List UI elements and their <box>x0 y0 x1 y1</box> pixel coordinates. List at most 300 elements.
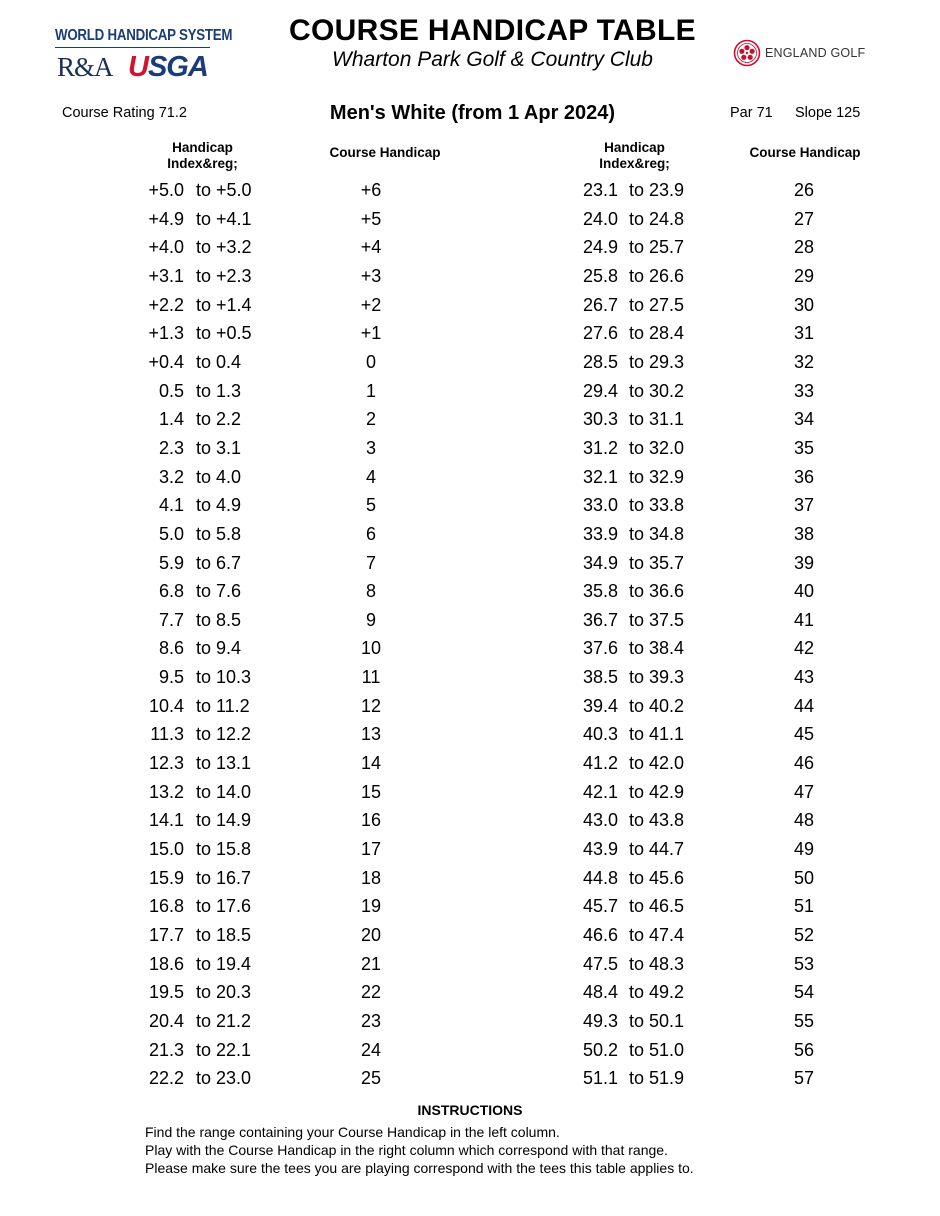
instruction-line: Find the range containing your Course Handicap in the left column. <box>145 1124 560 1140</box>
course-handicap-header-left: Course Handicap <box>329 145 441 160</box>
handicap-index-from: 45.7 <box>582 896 618 917</box>
handicap-index-to: 5.8 <box>216 523 242 544</box>
range-connector: to <box>196 437 212 458</box>
range-connector: to <box>196 695 212 716</box>
handicap-index-header-line1: Handicap <box>172 140 233 155</box>
handicap-index-from: 51.1 <box>582 1068 618 1089</box>
handicap-index-from: 50.2 <box>582 1039 618 1060</box>
handicap-index-from: 15.0 <box>148 838 184 859</box>
course-handicap-value: 31 <box>793 323 815 344</box>
handicap-index-to: +0.5 <box>216 323 252 344</box>
handicap-index-to: 40.2 <box>649 695 685 716</box>
course-handicap-value: 27 <box>793 208 815 229</box>
range-connector: to <box>196 265 212 286</box>
handicap-index-from: 20.4 <box>148 1010 184 1031</box>
course-handicap-value: 51 <box>793 896 815 917</box>
handicap-index-to: 42.0 <box>649 753 685 773</box>
course-handicap-value: 33 <box>793 380 815 401</box>
range-connector: to <box>196 351 212 372</box>
table-row <box>0 264 940 288</box>
handicap-index-to: +4.1 <box>216 208 252 229</box>
handicap-index-to: 49.2 <box>649 982 685 1003</box>
table-row <box>0 579 940 603</box>
course-handicap-value: 17 <box>360 838 382 859</box>
handicap-index-from: 22.2 <box>148 1068 184 1089</box>
handicap-index-from: 5.9 <box>158 552 184 573</box>
handicap-index-from: 35.8 <box>582 581 618 602</box>
range-connector: to <box>629 1010 645 1031</box>
table-row <box>0 235 940 259</box>
course-handicap-value: 9 <box>365 609 376 630</box>
course-handicap-value: 36 <box>793 466 815 487</box>
handicap-index-to: 13.1 <box>216 753 252 773</box>
range-connector: to <box>196 838 212 859</box>
range-connector: to <box>196 810 212 831</box>
table-row <box>0 894 940 918</box>
club-name: Wharton Park Golf & Country Club <box>332 48 653 71</box>
range-connector: to <box>629 294 645 315</box>
handicap-index-to: 4.0 <box>216 466 242 487</box>
range-connector: to <box>629 867 645 888</box>
course-handicap-value: 24 <box>360 1039 382 1060</box>
handicap-index-to: 20.3 <box>216 982 252 1003</box>
course-handicap-value: 43 <box>793 667 815 687</box>
handicap-index-to: 51.0 <box>649 1039 685 1060</box>
course-handicap-value: 49 <box>793 838 815 859</box>
handicap-index-to: 21.2 <box>216 1010 252 1031</box>
handicap-index-from: 27.6 <box>582 323 618 344</box>
course-handicap-value: 14 <box>360 753 382 773</box>
course-handicap-value: 16 <box>360 810 382 831</box>
range-connector: to <box>196 982 212 1003</box>
table-row <box>0 379 940 403</box>
handicap-index-to: 14.0 <box>216 781 252 802</box>
handicap-index-from: 9.5 <box>158 667 184 687</box>
page-title: COURSE HANDICAP TABLE <box>289 14 696 47</box>
range-connector: to <box>629 380 645 401</box>
range-connector: to <box>196 581 212 602</box>
handicap-index-to: 41.1 <box>649 724 685 745</box>
course-handicap-value: 8 <box>365 581 376 602</box>
handicap-index-from: +2.2 <box>148 294 184 315</box>
table-row <box>0 780 940 804</box>
handicap-index-from: 19.5 <box>148 982 184 1003</box>
course-handicap-value: 6 <box>365 523 376 544</box>
range-connector: to <box>196 208 212 229</box>
course-handicap-value: 10 <box>360 638 382 659</box>
range-connector: to <box>196 409 212 430</box>
handicap-index-from: 24.0 <box>582 208 618 229</box>
handicap-index-from: 12.3 <box>148 753 184 773</box>
handicap-index-from: +4.9 <box>148 208 184 229</box>
range-connector: to <box>196 896 212 917</box>
table-row <box>0 178 940 202</box>
handicap-index-from: 29.4 <box>582 380 618 401</box>
handicap-index-from: 24.9 <box>582 237 618 258</box>
range-connector: to <box>196 867 212 888</box>
course-handicap-value: 56 <box>793 1039 815 1060</box>
course-handicap-value: +1 <box>360 323 382 344</box>
table-row <box>0 493 940 517</box>
handicap-index-from: 2.3 <box>158 437 184 458</box>
handicap-index-to: 34.8 <box>649 523 685 544</box>
handicap-index-from: +3.1 <box>148 265 184 286</box>
course-handicap-value: 42 <box>793 638 815 659</box>
table-row <box>0 436 940 460</box>
handicap-index-from: 40.3 <box>582 724 618 745</box>
world-handicap-system-logo: WORLD HANDICAP SYSTEM <box>55 27 233 44</box>
table-row <box>0 866 940 890</box>
course-handicap-value: 41 <box>793 609 815 630</box>
table-row <box>0 293 940 317</box>
course-handicap-value: 4 <box>365 466 376 487</box>
range-connector: to <box>196 237 212 258</box>
handicap-index-to: 12.2 <box>216 724 252 745</box>
handicap-index-to: 26.6 <box>649 265 685 286</box>
range-connector: to <box>629 724 645 745</box>
range-connector: to <box>629 208 645 229</box>
handicap-index-to: 32.0 <box>649 437 685 458</box>
handicap-index-from: 6.8 <box>158 581 184 602</box>
range-connector: to <box>196 1010 212 1031</box>
range-connector: to <box>196 180 212 200</box>
table-row <box>0 551 940 575</box>
handicap-index-from: +4.0 <box>148 237 184 258</box>
range-connector: to <box>629 180 645 200</box>
handicap-index-to: 42.9 <box>649 781 685 802</box>
handicap-index-to: 43.8 <box>649 810 685 831</box>
handicap-index-from: +5.0 <box>148 180 184 200</box>
slope: Slope 125 <box>795 105 861 121</box>
course-handicap-value: 54 <box>793 982 815 1003</box>
course-handicap-value: 39 <box>793 552 815 573</box>
course-handicap-value: 34 <box>793 409 815 430</box>
range-connector: to <box>196 466 212 487</box>
handicap-index-to: 38.4 <box>649 638 685 659</box>
handicap-index-from: 1.4 <box>158 409 184 430</box>
range-connector: to <box>629 409 645 430</box>
table-row <box>0 722 940 746</box>
handicap-index-to: 35.7 <box>649 552 685 573</box>
course-handicap-value: 32 <box>793 351 815 372</box>
handicap-index-from: 16.8 <box>148 896 184 917</box>
handicap-index-to: 24.8 <box>649 208 685 229</box>
handicap-index-to: 17.6 <box>216 896 252 917</box>
usga-logo: USGA <box>128 51 208 83</box>
course-handicap-value: 44 <box>793 695 815 716</box>
course-handicap-value: 30 <box>793 294 815 315</box>
course-handicap-value: 23 <box>360 1010 382 1031</box>
handicap-index-from: 10.4 <box>148 695 184 716</box>
handicap-index-from: 0.5 <box>158 380 184 401</box>
handicap-index-from: 14.1 <box>148 810 184 831</box>
range-connector: to <box>196 523 212 544</box>
handicap-index-to: 1.3 <box>216 380 242 401</box>
handicap-index-to: 18.5 <box>216 924 252 945</box>
table-row <box>0 751 940 775</box>
handicap-index-to: +2.3 <box>216 265 252 286</box>
range-connector: to <box>629 265 645 286</box>
handicap-index-from: 43.0 <box>582 810 618 831</box>
range-connector: to <box>196 724 212 745</box>
handicap-index-from: 33.9 <box>582 523 618 544</box>
handicap-index-to: 27.5 <box>649 294 685 315</box>
course-handicap-value: 15 <box>360 781 382 802</box>
course-handicap-value: +3 <box>360 265 382 286</box>
range-connector: to <box>196 638 212 659</box>
course-handicap-value: 5 <box>365 495 376 516</box>
range-connector: to <box>629 466 645 487</box>
handicap-index-to: +1.4 <box>216 294 252 315</box>
course-handicap-value: +5 <box>360 208 382 229</box>
handicap-index-to: 32.9 <box>649 466 685 487</box>
range-connector: to <box>629 695 645 716</box>
handicap-index-to: 51.9 <box>649 1068 685 1089</box>
handicap-index-from: 43.9 <box>582 838 618 859</box>
handicap-index-to: 9.4 <box>216 638 242 659</box>
rna-logo: R&A <box>57 52 113 82</box>
course-handicap-value: 52 <box>793 924 815 945</box>
handicap-index-to: 14.9 <box>216 810 252 831</box>
handicap-index-to: 19.4 <box>216 953 252 974</box>
range-connector: to <box>196 753 212 773</box>
range-connector: to <box>196 953 212 974</box>
handicap-index-to: 36.6 <box>649 581 685 602</box>
table-row <box>0 665 940 689</box>
handicap-index-header-line2: Index&reg; <box>167 156 238 171</box>
course-handicap-value: +4 <box>360 237 382 258</box>
handicap-index-header-right <box>572 140 697 172</box>
handicap-index-from: 42.1 <box>582 781 618 802</box>
table-row <box>0 636 940 660</box>
handicap-index-to: 50.1 <box>649 1010 685 1031</box>
handicap-index-from: 49.3 <box>582 1010 618 1031</box>
handicap-index-from: 5.0 <box>158 523 184 544</box>
range-connector: to <box>196 1039 212 1060</box>
handicap-index-from: 21.3 <box>148 1039 184 1060</box>
table-row <box>0 808 940 832</box>
course-handicap-value: 35 <box>793 437 815 458</box>
range-connector: to <box>629 437 645 458</box>
course-handicap-value: 20 <box>360 924 382 945</box>
range-connector: to <box>629 237 645 258</box>
handicap-index-to: +5.0 <box>216 180 252 200</box>
handicap-index-from: 31.2 <box>582 437 618 458</box>
handicap-index-from: 44.8 <box>582 867 618 888</box>
course-handicap-value: 3 <box>365 437 376 458</box>
course-handicap-value: 40 <box>793 581 815 602</box>
range-connector: to <box>629 638 645 659</box>
course-handicap-value: 13 <box>360 724 382 745</box>
range-connector: to <box>629 581 645 602</box>
range-connector: to <box>629 982 645 1003</box>
par: Par 71 <box>730 105 773 121</box>
range-connector: to <box>196 380 212 401</box>
handicap-index-to: 33.8 <box>649 495 685 516</box>
handicap-index-from: 11.3 <box>150 724 184 745</box>
range-connector: to <box>629 495 645 516</box>
course-handicap-value: 19 <box>360 896 382 917</box>
handicap-index-from: 33.0 <box>582 495 618 516</box>
range-connector: to <box>629 953 645 974</box>
handicap-index-header-line2: Index&reg; <box>599 156 670 171</box>
handicap-index-to: 44.7 <box>649 838 685 859</box>
handicap-index-from: 26.7 <box>582 294 618 315</box>
logo-divider <box>55 47 210 48</box>
course-handicap-value: 57 <box>793 1068 815 1089</box>
handicap-index-to: 7.6 <box>216 581 242 602</box>
handicap-index-from: 8.6 <box>158 638 184 659</box>
table-row <box>0 522 940 546</box>
instruction-line: Play with the Course Handicap in the right column which correspond with that range. <box>145 1142 668 1158</box>
handicap-index-header-line1: Handicap <box>604 140 665 155</box>
course-handicap-value: 55 <box>793 1010 815 1031</box>
handicap-index-to: 30.2 <box>649 380 685 401</box>
course-handicap-value: 47 <box>793 781 815 802</box>
table-row <box>0 694 940 718</box>
handicap-index-to: 46.5 <box>649 896 685 917</box>
course-handicap-value: 11 <box>361 667 381 687</box>
course-handicap-value: 37 <box>793 495 815 516</box>
handicap-index-to: 15.8 <box>216 838 252 859</box>
handicap-index-from: 37.6 <box>582 638 618 659</box>
course-handicap-value: 7 <box>365 552 376 573</box>
range-connector: to <box>196 667 212 687</box>
handicap-index-from: 34.9 <box>582 552 618 573</box>
course-handicap-value: 26 <box>793 180 815 200</box>
table-row <box>0 980 940 1004</box>
handicap-index-to: 37.5 <box>649 609 685 630</box>
handicap-index-to: 23.0 <box>216 1068 252 1089</box>
course-handicap-value: 12 <box>360 695 382 716</box>
england-golf-logo: ENGLAND GOLF <box>765 46 866 60</box>
handicap-index-to: 11.2 <box>216 695 250 716</box>
handicap-index-to: 45.6 <box>649 867 685 888</box>
handicap-index-to: 23.9 <box>649 180 685 200</box>
table-row <box>0 407 940 431</box>
handicap-index-from: 7.7 <box>158 609 184 630</box>
course-handicap-value: 45 <box>793 724 815 745</box>
handicap-index-from: 15.9 <box>148 867 184 888</box>
range-connector: to <box>196 609 212 630</box>
table-row <box>0 321 940 345</box>
range-connector: to <box>629 810 645 831</box>
handicap-index-to: 22.1 <box>216 1039 252 1060</box>
handicap-index-from: 13.2 <box>148 781 184 802</box>
handicap-index-from: 46.6 <box>582 924 618 945</box>
handicap-index-to: 29.3 <box>649 351 685 372</box>
handicap-index-to: 3.1 <box>216 437 242 458</box>
handicap-index-to: 2.2 <box>216 409 242 430</box>
range-connector: to <box>629 753 645 773</box>
range-connector: to <box>196 495 212 516</box>
range-connector: to <box>196 924 212 945</box>
handicap-index-to: 0.4 <box>216 351 242 372</box>
range-connector: to <box>629 351 645 372</box>
handicap-index-to: 39.3 <box>649 667 685 687</box>
table-row <box>0 465 940 489</box>
handicap-index-to: 47.4 <box>649 924 685 945</box>
range-connector: to <box>196 323 212 344</box>
instructions-title: INSTRUCTIONS <box>417 1102 523 1118</box>
range-connector: to <box>629 323 645 344</box>
handicap-index-from: +1.3 <box>148 323 184 344</box>
course-handicap-header-right: Course Handicap <box>749 145 861 160</box>
handicap-index-from: +0.4 <box>148 351 184 372</box>
handicap-index-to: 8.5 <box>216 609 242 630</box>
course-handicap-value: 38 <box>793 523 815 544</box>
table-row <box>0 1009 940 1033</box>
range-connector: to <box>629 1039 645 1060</box>
tee-title: Men's White (from 1 Apr 2024) <box>329 102 616 124</box>
table-row <box>0 350 940 374</box>
table-row <box>0 923 940 947</box>
handicap-index-from: 3.2 <box>158 466 184 487</box>
range-connector: to <box>196 781 212 802</box>
course-handicap-value: 28 <box>793 237 815 258</box>
handicap-index-to: 6.7 <box>216 552 242 573</box>
handicap-index-from: 48.4 <box>582 982 618 1003</box>
handicap-index-from: 23.1 <box>582 180 618 200</box>
handicap-index-from: 41.2 <box>582 753 618 773</box>
handicap-index-from: 25.8 <box>582 265 618 286</box>
handicap-index-from: 28.5 <box>582 351 618 372</box>
course-handicap-value: +2 <box>360 294 382 315</box>
range-connector: to <box>629 924 645 945</box>
handicap-index-to: 16.7 <box>216 867 252 888</box>
handicap-index-from: 39.4 <box>582 695 618 716</box>
handicap-index-to: 4.9 <box>216 495 242 516</box>
course-handicap-value: 18 <box>360 867 382 888</box>
table-row <box>0 1038 940 1062</box>
handicap-index-to: 31.1 <box>649 409 685 430</box>
course-handicap-value: 22 <box>360 982 382 1003</box>
handicap-index-from: 47.5 <box>582 953 618 974</box>
handicap-index-from: 32.1 <box>582 466 618 487</box>
handicap-index-from: 30.3 <box>582 409 618 430</box>
course-handicap-value: 46 <box>793 753 815 773</box>
handicap-index-from: 4.1 <box>158 495 184 516</box>
range-connector: to <box>629 523 645 544</box>
range-connector: to <box>629 838 645 859</box>
course-handicap-value: 0 <box>365 351 376 372</box>
course-handicap-value: 1 <box>365 380 376 401</box>
handicap-index-to: +3.2 <box>216 237 252 258</box>
handicap-index-to: 10.3 <box>216 667 252 687</box>
table-row <box>0 608 940 632</box>
course-handicap-value: 50 <box>793 867 815 888</box>
range-connector: to <box>629 609 645 630</box>
course-handicap-value: 53 <box>793 953 815 974</box>
handicap-index-from: 36.7 <box>582 609 618 630</box>
range-connector: to <box>196 1068 212 1089</box>
range-connector: to <box>629 896 645 917</box>
course-handicap-value: 48 <box>793 810 815 831</box>
range-connector: to <box>629 667 645 687</box>
table-row <box>0 952 940 976</box>
range-connector: to <box>196 552 212 573</box>
course-handicap-value: +6 <box>360 180 382 200</box>
handicap-index-from: 38.5 <box>582 667 618 687</box>
handicap-index-from: 18.6 <box>148 953 184 974</box>
table-row <box>0 1066 940 1090</box>
course-handicap-value: 25 <box>360 1068 382 1089</box>
handicap-index-to: 25.7 <box>649 237 685 258</box>
range-connector: to <box>629 781 645 802</box>
table-row <box>0 837 940 861</box>
handicap-index-header-left <box>140 140 265 172</box>
handicap-index-from: 17.7 <box>148 924 184 945</box>
